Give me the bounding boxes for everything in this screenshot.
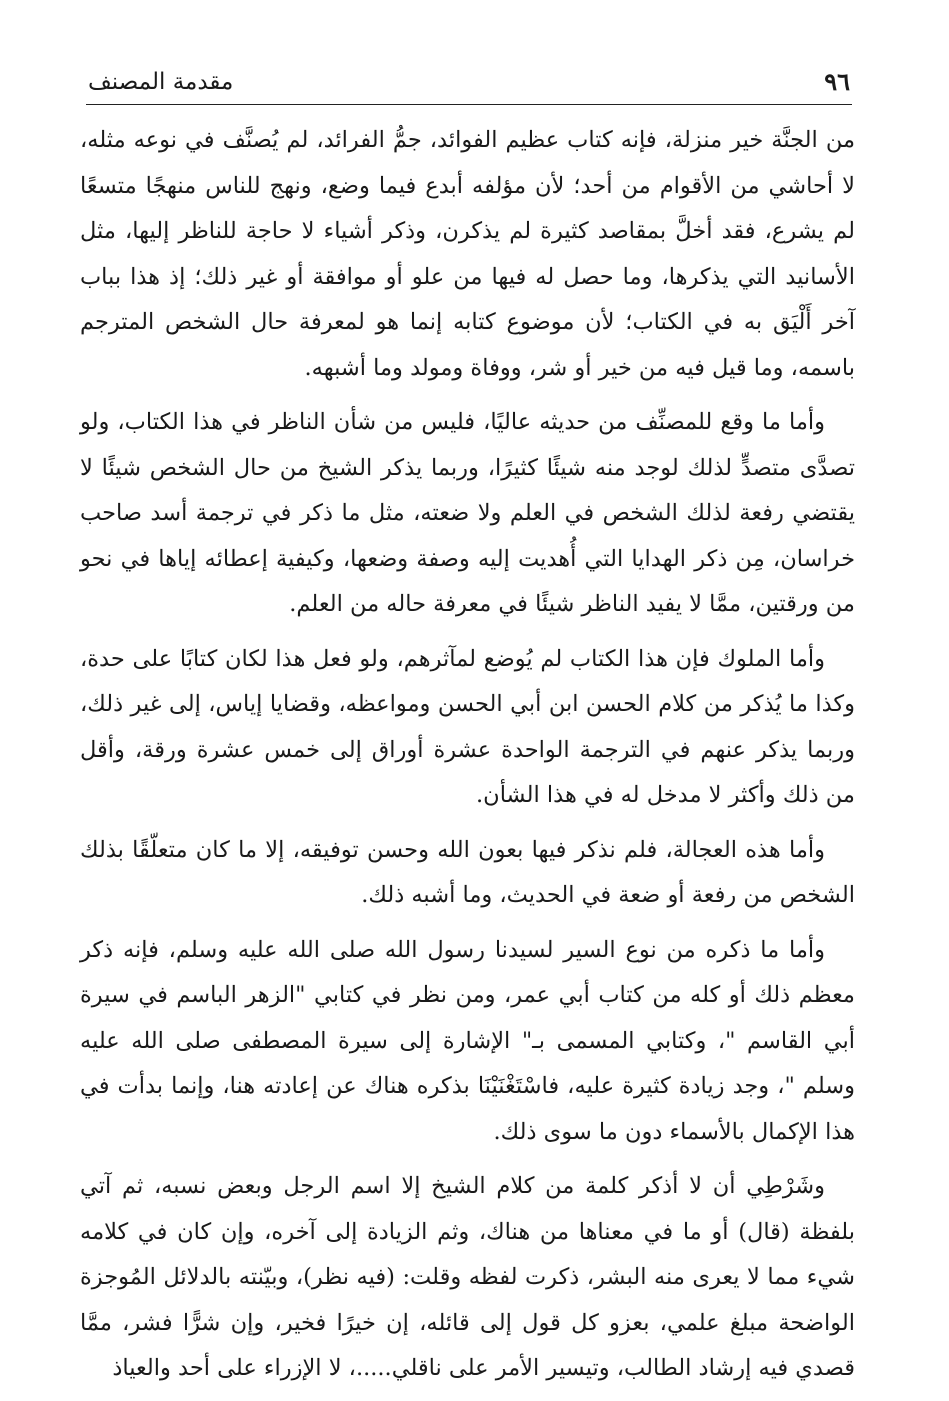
running-title: مقدمة المصنف [88, 69, 234, 95]
paragraph: وأما الملوك فإن هذا الكتاب لم يُوضع لمآثرهم، ولو فعل هذا لكان كتابًا على حدة، وكذا ما يُذكر من كلام الحسن ابن أبي الحسن ومواعظه، وقضايا إياس، إلى غير ذلك، وربما يذكر عنهم في الترجمة الواحدة عشرة أوراق إلى خمس عشرة ورقة، وأقل من ذلك وأكثر لا مدخل له في هذا الشأن. [80, 645, 855, 808]
page-header [88, 66, 850, 102]
paragraph: من الجنَّة خير منزلة، فإنه كتاب عظيم الفوائد، جمُّ الفرائد، لم يُصنَّف في نوعه مثله، لا أحاشي من الأقوام من أحد؛ لأن مؤلفه أبدع فيما وضع، ونهج للناس منهجًا متسعًا لم يشرع، فقد أخلَّ بمقاصد كثيرة لم يذكرن، وذكر أشياء لا حاجة للناظر إليها، مثل الأسانيد التي يذكرها، وما حصل له فيها من علو أو موافقة أو غير ذلك؛ إذ هذا بباب آخر أَلْيَق به في الكتاب؛ لأن موضوع كتابه إنما هو لمعرفة حال الشخص المترجم باسمه، وما قيل فيه من خير أو شر، ووفاة ومولد وما أشبهه. [80, 127, 855, 381]
header-divider [86, 104, 852, 105]
paragraph: وأما هذه العجالة، فلم نذكر فيها بعون الله وحسن توفيقه، إلا ما كان متعلّقًا بذلك الشخص من رفعة أو ضعة في الحديث، وما أشبه ذلك. [80, 836, 855, 908]
paragraph: وأما ما ذكره من نوع السير لسيدنا رسول الله صلى الله عليه وسلم، فإنه ذكر معظم ذلك أو كله من كتاب أبي عمر، ومن نظر في كتابي "الزهر الباسم في سيرة أبي القاسم "، وكتابي المسمى بـ" الإشارة إلى سيرة المصطفى صلى الله عليه وسلم "، وجد زيادة كثيرة عليه، فاسْتَغْنَيْنَا بذكره هناك عن إعادته هنا، وإنما بدأت في هذا الإكمال بالأسماء دون ما سوى ذلك. [80, 936, 855, 1145]
body-text [80, 118, 855, 1401]
paragraph: وأما ما وقع للمصنِّف من حديثه عاليًا، فليس من شأن الناظر في هذا الكتاب، ولو تصدَّى متصدٍّ لذلك لوجد منه شيئًا كثيرًا، وربما يذكر الشيخ من حال الشخص شيئًا لا يقتضي رفعة لذلك الشخص في العلم ولا ضعته، مثل ما ذكر في ترجمة أسد صاحب خراسان، مِن ذكر الهدايا التي أُهديت إليه وصفة وضعها، وكيفية إعطائه إياها في نحو من ورقتين، ممَّا لا يفيد الناظر شيئًا في معرفة حاله من العلم. [80, 409, 855, 617]
paragraph: وشَرْطِي أن لا أذكر كلمة من كلام الشيخ إلا اسم الرجل وبعض نسبه، ثم آتي بلفظة (قال) أو ما في معناها من هناك، وثم الزيادة إلى آخره، وإن كان في كلامه شيء مما لا يعرى منه البشر، ذكرت لفظه وقلت: (فيه نظر)، وبيّنته بالدلائل المُوجزة الواضحة مبلغ علمي، بعزو كل قول إلى قائله، إن خيرًا فخير، وإن شرًّا فشر، ممَّا قصدي فيه إرشاد الطالب، وتيسير الأمر على ناقلي.....، لا الإزراء على أحد والعياذ [80, 1173, 855, 1381]
page-number: ٩٦ [824, 67, 850, 96]
